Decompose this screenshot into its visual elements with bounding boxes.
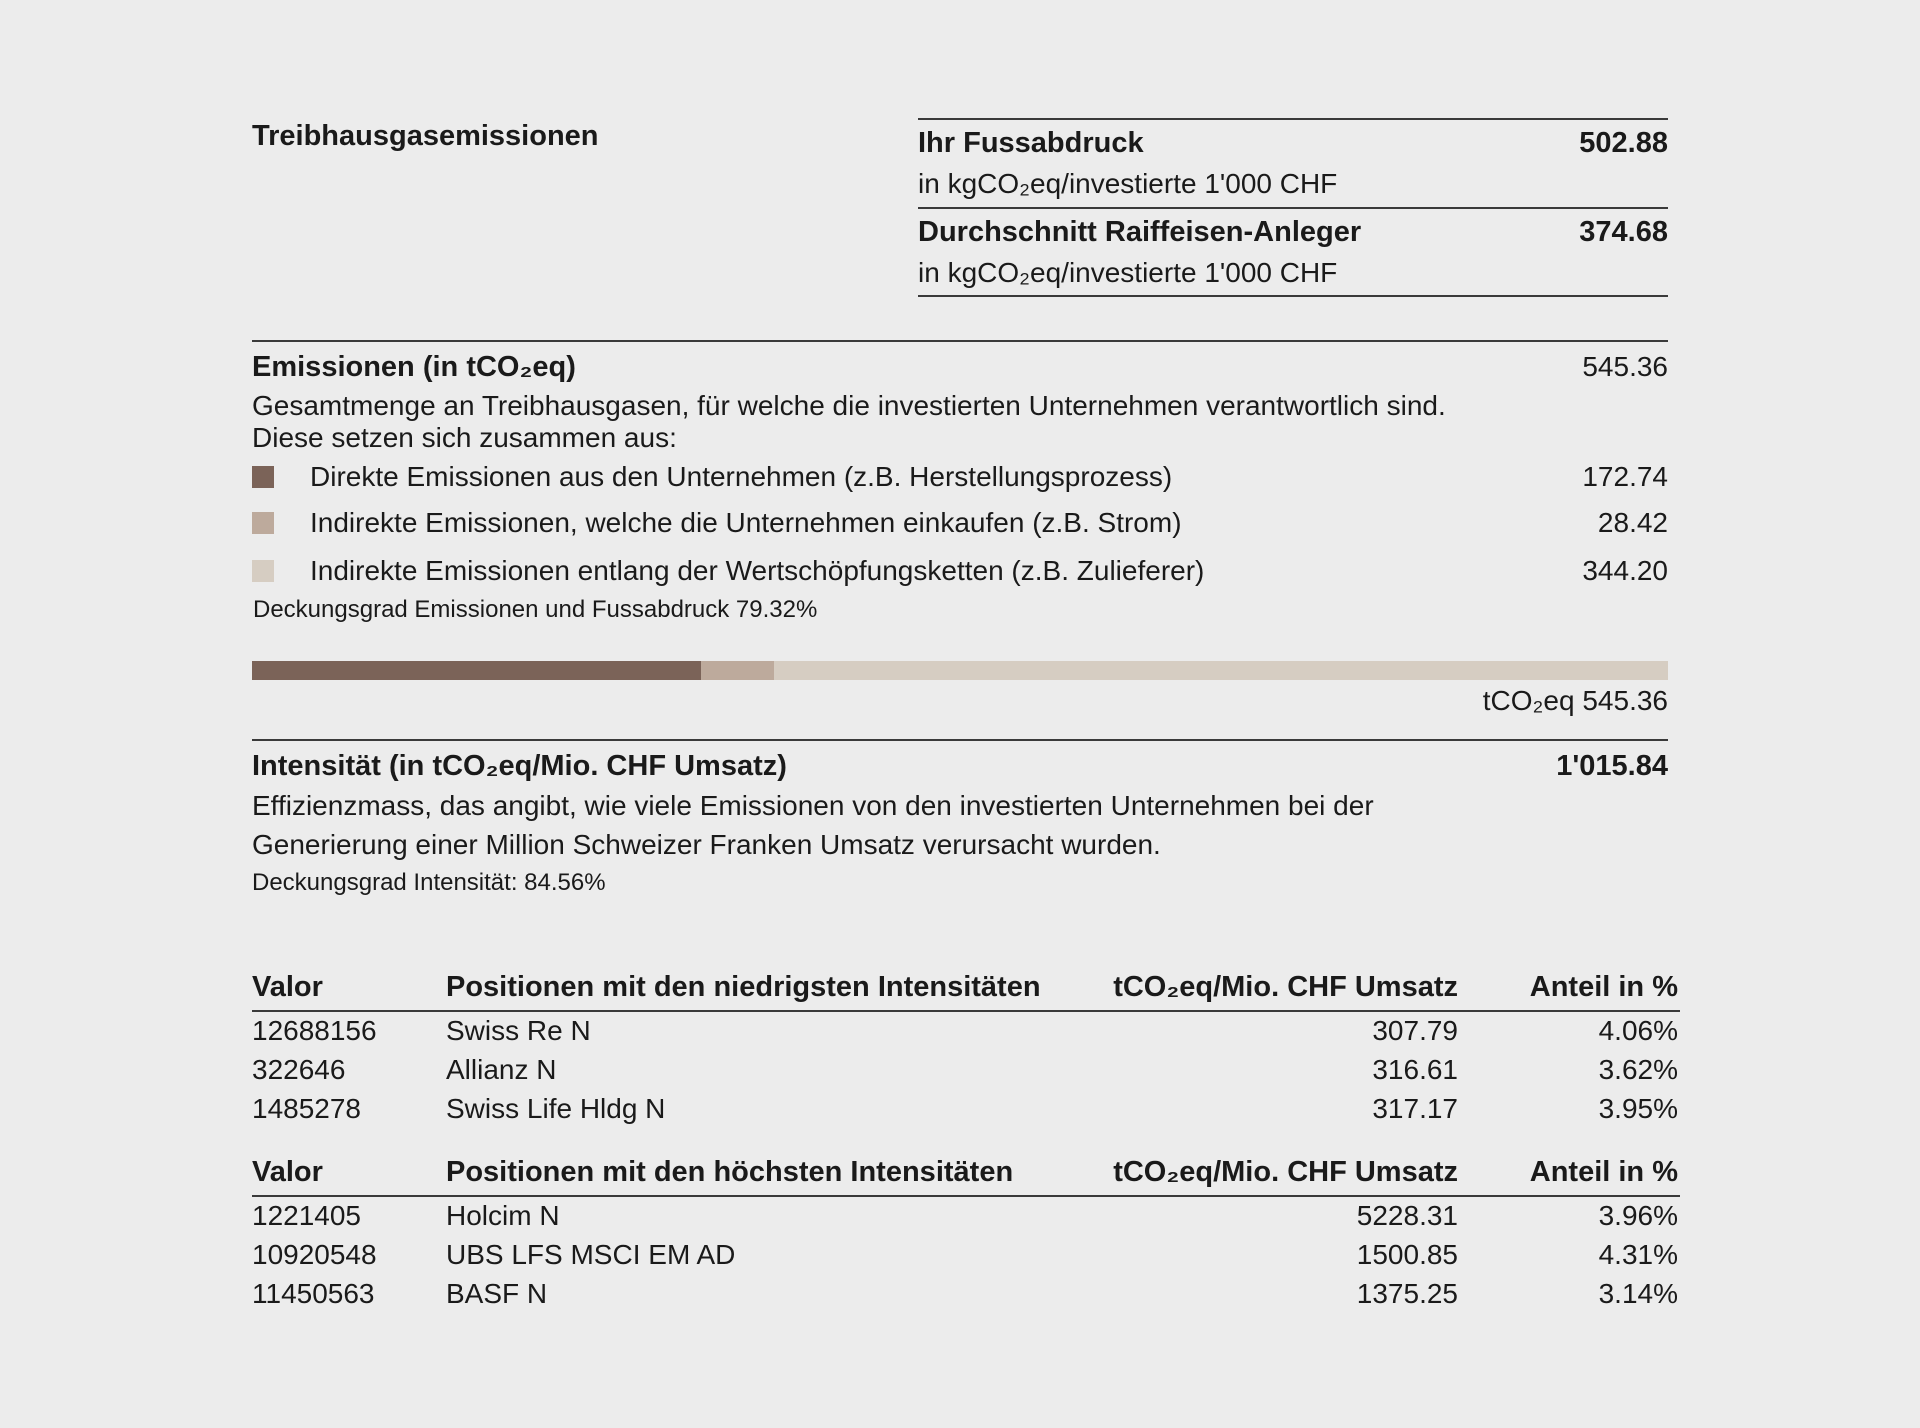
table-row: 316.61 bbox=[1372, 1054, 1458, 1085]
purchased-emissions-value: 28.42 bbox=[1597, 507, 1668, 538]
table-row: 1485278 bbox=[252, 1093, 362, 1124]
footprint-yours-label: Ihr Fussabdruck bbox=[918, 127, 1144, 159]
direct-emissions-label: Direkte Emissionen aus den Unternehmen (z.B. Herstellungsprozess) bbox=[310, 461, 1173, 492]
bar-segment-direct bbox=[252, 661, 701, 680]
purchased-emissions-label: Indirekte Emissionen, welche die Unternehmen einkaufen (z.B. Strom) bbox=[310, 507, 1182, 538]
emissions-description-line1: Gesamtmenge an Treibhausgasen, für welche die investierten Unternehmen verantwortlich sind. bbox=[252, 390, 1446, 421]
footprint-average-label: Durchschnitt Raiffeisen-Anleger bbox=[918, 216, 1362, 248]
bar-total-label: tCO₂eq 545.36 bbox=[1482, 685, 1668, 716]
footprint-yours-value: 502.88 bbox=[1579, 127, 1668, 159]
table-row: 3.96% bbox=[1598, 1200, 1678, 1231]
table-row: 322646 bbox=[252, 1054, 346, 1085]
purchased-emissions-swatch bbox=[252, 512, 274, 534]
table-row: 1375.25 bbox=[1356, 1278, 1458, 1309]
table-row: 1221405 bbox=[252, 1200, 362, 1231]
intensity-description-line1: Effizienzmass, das angibt, wie viele Emissionen von den investierten Unternehmen bei der bbox=[252, 790, 1374, 821]
footprint-bottom-rule bbox=[918, 295, 1668, 297]
emissions-title: Emissionen (in tCO₂eq) bbox=[252, 351, 576, 383]
table-row: 317.17 bbox=[1372, 1093, 1458, 1124]
intensity-value: 1'015.84 bbox=[1556, 750, 1668, 782]
highest-header-position: Positionen mit den höchsten Intensitäten bbox=[446, 1156, 1014, 1188]
table-row: 3.62% bbox=[1598, 1054, 1678, 1085]
table-row: 5228.31 bbox=[1356, 1200, 1458, 1231]
intensity-description-line2: Generierung einer Million Schweizer Franken Umsatz verursacht wurden. bbox=[252, 829, 1161, 860]
table-row: Holcim N bbox=[446, 1200, 560, 1231]
emissions-stacked-bar bbox=[252, 661, 1668, 680]
bar-segment-value-chain bbox=[774, 661, 1668, 680]
table-row: 4.31% bbox=[1598, 1239, 1678, 1270]
highest-header-rule bbox=[252, 1195, 1680, 1197]
table-row: UBS LFS MSCI EM AD bbox=[446, 1239, 736, 1270]
intensity-coverage: Deckungsgrad Intensität: 84.56% bbox=[252, 869, 606, 896]
bar-segment-purchased bbox=[701, 661, 775, 680]
intensity-title: Intensität (in tCO₂eq/Mio. CHF Umsatz) bbox=[252, 750, 787, 782]
direct-emissions-value: 172.74 bbox=[1582, 461, 1668, 492]
table-row: 1500.85 bbox=[1356, 1239, 1458, 1270]
table-row: 10920548 bbox=[252, 1239, 377, 1270]
lowest-header-intensity: tCO₂eq/Mio. CHF Umsatz bbox=[1113, 971, 1458, 1003]
table-row: Swiss Life Hldg N bbox=[446, 1093, 666, 1124]
footprint-middle-rule bbox=[918, 207, 1668, 209]
footprint-average-unit: in kgCO₂eq/investierte 1'000 CHF bbox=[918, 257, 1338, 288]
value-chain-emissions-label: Indirekte Emissionen entlang der Wertschöpfungsketten (z.B. Zulieferer) bbox=[310, 555, 1205, 586]
table-row: BASF N bbox=[446, 1278, 548, 1309]
table-row: Swiss Re N bbox=[446, 1015, 591, 1046]
table-row: 3.14% bbox=[1598, 1278, 1678, 1309]
section-title: Treibhausgasemissionen bbox=[252, 120, 599, 152]
footprint-top-rule bbox=[918, 118, 1668, 120]
lowest-header-valor: Valor bbox=[252, 971, 323, 1003]
emissions-description-line2: Diese setzen sich zusammen aus: bbox=[252, 422, 677, 453]
table-row: 307.79 bbox=[1372, 1015, 1458, 1046]
value-chain-emissions-value: 344.20 bbox=[1582, 555, 1668, 586]
intensity-rule bbox=[252, 739, 1668, 741]
emissions-rule bbox=[252, 340, 1668, 342]
table-row: 3.95% bbox=[1598, 1093, 1678, 1124]
lowest-header-share: Anteil in % bbox=[1529, 971, 1678, 1003]
table-row: 12688156 bbox=[252, 1015, 377, 1046]
direct-emissions-swatch bbox=[252, 466, 274, 488]
table-row: Allianz N bbox=[446, 1054, 557, 1085]
lowest-header-position: Positionen mit den niedrigsten Intensitäten bbox=[446, 971, 1041, 1003]
emissions-coverage: Deckungsgrad Emissionen und Fussabdruck 79.32% bbox=[253, 596, 818, 623]
lowest-header-rule bbox=[252, 1010, 1680, 1012]
highest-header-share: Anteil in % bbox=[1529, 1156, 1678, 1188]
emissions-total: 545.36 bbox=[1582, 351, 1668, 382]
value-chain-emissions-swatch bbox=[252, 560, 274, 582]
highest-header-valor: Valor bbox=[252, 1156, 323, 1188]
footprint-average-value: 374.68 bbox=[1579, 216, 1668, 248]
table-row: 11450563 bbox=[252, 1278, 375, 1309]
highest-header-intensity: tCO₂eq/Mio. CHF Umsatz bbox=[1113, 1156, 1458, 1188]
footprint-yours-unit: in kgCO₂eq/investierte 1'000 CHF bbox=[918, 168, 1338, 199]
table-row: 4.06% bbox=[1598, 1015, 1678, 1046]
